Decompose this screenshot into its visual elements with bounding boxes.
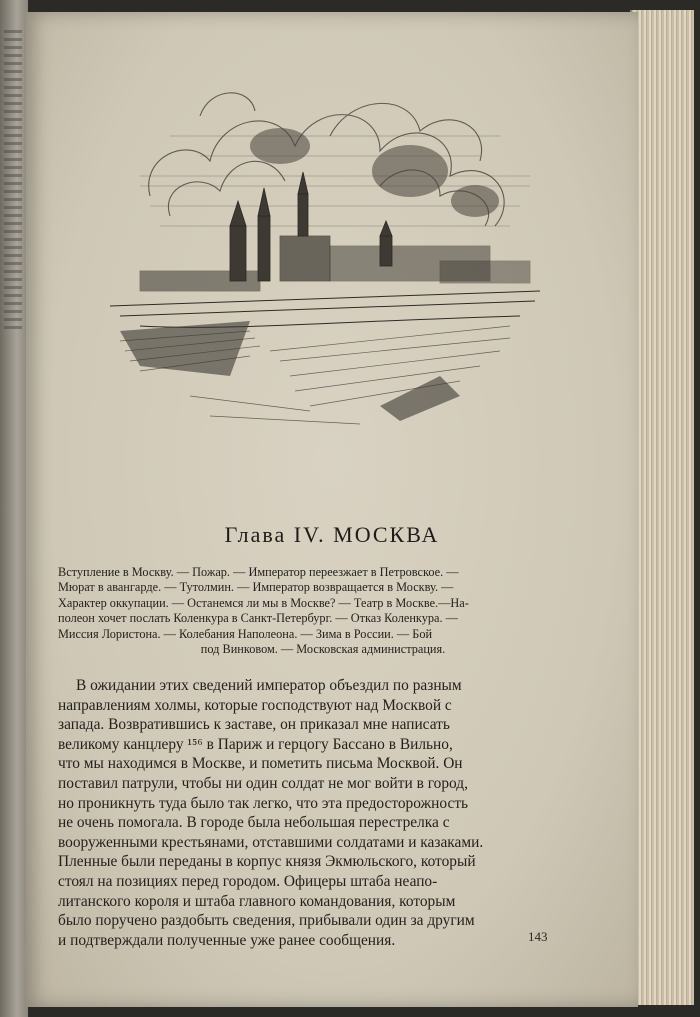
body-line: поставил патрули, чтобы ни один солдат не мог войти в город, [58,774,468,792]
body-line: что мы находимся в Москве, и пометить письма Москвой. Он [58,755,463,773]
body-line: направлениям холмы, которые господствуют над Москвой с [58,696,452,714]
page-number: 143 [528,929,548,944]
body-line: и подтверждали полученные уже ранее сообщения. [58,931,396,949]
chapter-title: Глава IV. МОСКВА [224,522,440,547]
page-edges [630,10,694,1005]
body-text [58,676,586,950]
summary-line: Мюрат в авангарде. — Тутолмин. — Император возвращается в Москву. — [58,580,454,595]
moscow-fire-engraving-icon [80,76,552,434]
chapter-summary [58,565,588,657]
body-line: В ожидании этих сведений император объездил по разным [76,677,462,694]
body-line: не очень помогала. В городе была небольшая перестрелка с [58,814,450,832]
summary-line: Характер оккупации. — Останемся ли мы в Москве? — Театр в Москве.—На- [58,595,469,610]
body-line: стоял на позициях перед городом. Офицеры штаба неапо- [58,872,438,890]
summary-line: под Винковом. — Московская администрация. [200,642,446,657]
body-line: было поручено раздобыть сведения, прибывали один за другим [58,912,475,930]
summary-line: Миссия Лористона. — Колебания Наполеона. — Зима в России. — Бой [58,626,433,641]
body-line: но проникнуть туда было так легко, что эта предосторожность [58,794,469,812]
body-line: великому канцлеру ¹⁵⁶ в Париж и герцогу Бассано в Вильно, [58,735,453,753]
book-page [26,12,638,1007]
body-line: Пленные были переданы в корпус князя Экмюльского, который [58,853,476,871]
summary-line: Вступление в Москву. — Пожар. — Император переезжает в Петровское. — [58,565,459,579]
body-line: запада. Возвратившись к заставе, он приказал мне написать [58,716,450,734]
summary-line: полеон хочет послать Коленкура в Санкт-Петербург. — Отказ Коленкура. — [58,611,458,626]
body-line: вооруженными крестьянами, отставшими солдатами и казаками. [58,833,484,851]
facing-page-edge [0,0,28,1017]
body-line: литанского короля и штаба главного командования, которым [58,892,456,910]
